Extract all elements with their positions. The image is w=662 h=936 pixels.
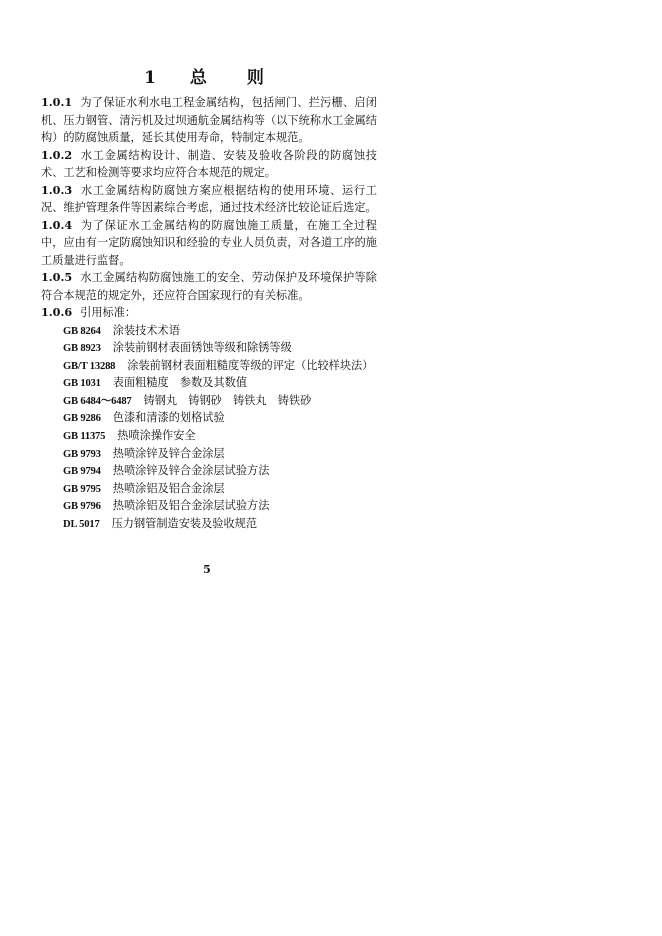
- list-item: [41, 427, 377, 445]
- standard-code: GB 8264: [63, 325, 101, 337]
- clause-text: 水工金属结构防腐蚀施工的安全、劳动保护及环境保护等除符合本规范的规定外，还应符合国家现行的有关标准。: [41, 271, 377, 302]
- standard-title: 涂装技术术语: [112, 323, 180, 337]
- standard-title: 热喷涂铝及铝合金涂层: [112, 481, 225, 495]
- list-item: [41, 374, 377, 392]
- chapter-title: [14, 63, 394, 88]
- clause-text: 水工金属结构设计、制造、安装及验收各阶段的防腐蚀技术、工艺和检测等要求均应符合本规范的规定。: [41, 148, 377, 179]
- standard-title: 热喷涂锌及锌合金涂层: [112, 446, 225, 460]
- standard-code: GB 9795: [63, 483, 101, 495]
- standard-code: GB 6484～6487: [63, 395, 132, 407]
- clause-text: 引用标准：: [80, 306, 137, 319]
- standard-title: 表面粗糙度 参数及其数值: [112, 376, 248, 390]
- standard-title: 热喷涂操作安全: [117, 429, 196, 443]
- clause-1-0-3: [41, 182, 377, 217]
- list-item: [41, 339, 377, 357]
- standard-code: GB 1031: [63, 378, 101, 390]
- chapter-body: [41, 94, 377, 533]
- clause-1-0-1: [41, 94, 377, 147]
- clause-number: 1.0.1: [41, 95, 73, 109]
- standard-code: GB 11375: [63, 431, 106, 443]
- standard-code: GB 9286: [63, 413, 101, 425]
- clause-text: 为了保证水利水电工程金属结构，包括闸门、拦污栅、启闭机、压力钢管、清污机及过坝通航金属结构等（以下统称水工金属结构）的防腐蚀质量，延长其使用寿命，特制定本规范。: [41, 96, 377, 144]
- standard-code: GB/T 13288: [63, 360, 116, 372]
- standard-title: 涂装前钢材表面锈蚀等级和除锈等级: [112, 341, 292, 355]
- clause-number: 1.0.5: [41, 270, 73, 284]
- list-item: [41, 392, 377, 410]
- clause-1-0-5: [41, 269, 377, 304]
- list-item: [41, 462, 377, 480]
- standard-title: 色漆和清漆的划格试验: [112, 411, 225, 425]
- chapter-title-char-1: 总: [189, 68, 207, 89]
- reference-standards-list: [41, 322, 377, 533]
- clause-1-0-6: [41, 304, 377, 322]
- list-item: [41, 497, 377, 515]
- chapter-number: 1: [144, 68, 156, 89]
- list-item: [41, 515, 377, 533]
- clause-text: 为了保证水工金属结构的防腐蚀施工质量，在施工全过程中，应由有一定防腐蚀知识和经验的专业人员负责，对各道工序的施工质量进行监督。: [41, 218, 377, 267]
- standard-title: 压力钢管制造安装及验收规范: [111, 517, 258, 531]
- clause-1-0-2: [41, 147, 377, 182]
- standard-code: GB 8923: [63, 343, 101, 355]
- standard-code: GB 9796: [63, 501, 101, 513]
- standard-title: 涂装前钢材表面粗糙度等级的评定（比较样块法）: [127, 358, 374, 372]
- clause-number: 1.0.6: [41, 305, 73, 319]
- list-item: [41, 409, 377, 427]
- standard-code: GB 9793: [63, 448, 101, 460]
- standard-title: 铸钢丸 铸钢砂 铸铁丸 铸铁砂: [143, 393, 312, 407]
- clause-number: 1.0.4: [41, 217, 73, 232]
- standard-title: 热喷涂铝及铝合金涂层试验方法: [112, 499, 270, 513]
- page-number: 5: [203, 563, 211, 576]
- list-item: [41, 480, 377, 498]
- list-item: [41, 445, 377, 463]
- standard-code: GB 9794: [63, 466, 101, 478]
- standard-title: 热喷涂锌及锌合金涂层试验方法: [112, 464, 270, 478]
- standard-code: DL 5017: [63, 519, 100, 531]
- chapter-title-char-2: 则: [246, 68, 264, 89]
- clause-1-0-4: [41, 217, 377, 270]
- clause-number: 1.0.3: [41, 182, 73, 197]
- list-item: [41, 357, 377, 375]
- clause-text: 水工金属结构防腐蚀方案应根据结构的使用环境、运行工况、维护管理条件等因素综合考虑，通过技术经济比较论证后选定。: [41, 183, 377, 214]
- list-item: [41, 322, 377, 340]
- clause-number: 1.0.2: [41, 147, 73, 162]
